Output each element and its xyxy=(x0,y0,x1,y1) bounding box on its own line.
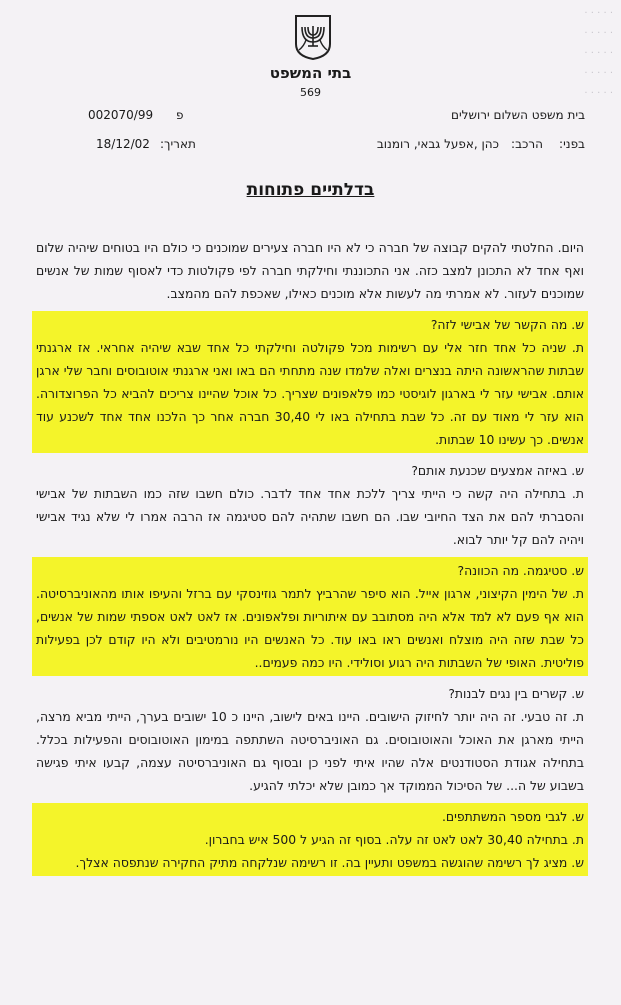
date-value: 18/12/02 xyxy=(96,137,150,151)
highlighted-block-1 xyxy=(32,311,588,453)
panel-label-2: הרכב: xyxy=(511,137,543,151)
question-4: ש. קשרים בין נגים לבנות? xyxy=(448,686,584,701)
page-number: 569 xyxy=(300,86,321,99)
panel-label: בפני: xyxy=(559,137,585,151)
date-label: תאריך: xyxy=(160,137,196,151)
question-5: ש. לגבי מספר המשתתפים. xyxy=(441,809,584,824)
bleed-through-text: · · · · · · · · · · · · · · · · · · · · · · · · · xyxy=(584,8,613,99)
answer-5: ת. בתחילה 30,40 לאט לאט זה עלה. בסוף זה הגיע ל 500 איש בחברון. xyxy=(204,832,584,847)
answer-4: ת. זה טבעי. זה היה יותר לחיזוק הישובים. היינו באים לישוב, היינו כ 10 ישובים בערך, הייתי מביא מרצה, הייתי מארגן את האוכל והאוטובוסים. גם האוניברסיטה השתתפה במימון האוטובוסים והפעילות בכלל. בתחילה אגודת הסטודנטים אלה שהיו איתי לפני כן ובסוף גם האוניברסיטה עצמה, קבעו איתי פגישה בשבוע של ה... של הסיכול הממוקד אך כמובן שלא יכלתי להגיע. xyxy=(36,709,584,793)
answer-2: ת. בתחילה היה קשה כי הייתי צריך ללכת אחד אחד לדבר. כולם חשבו שזה כמו השבתות של אבישי והסברתי להם את הצד החיובי שבו. הם חשבו שתהיה להם סטיגמה אז הרבה אמרו לי שלא נגיד אבישי ויהיה להם קל יותר לבוא. xyxy=(36,486,584,547)
answer-1: ת. שניה כל אחד חזר אלי עם רשימות מכל פקולטה וחילקתי כל אחד שבא שיהיה אחראי. אז ארגנתי שבתות שהראשונה היתה בנצרים ואלה שלמדו שנה מתחתי הם באו ואני ארגנתי אוטובוסים וחבר שלי ארגן אותם. אבישי עזר לי בארגון לוגיסטי כמו פלאפונים שצריך. כל אוכל שהיינו צריכים להביא כל הפרוצדורה. הוא עזר לי מאוד עם זה. כל שבת בתחילה באו לי 30,40 חברה אחר כך הלכנו אחד אחד לשכנע עוד אנשים. כך עשינו 10 שבתות. xyxy=(36,340,584,447)
highlighted-block-2 xyxy=(32,557,588,676)
question-2: ש. באיזה אמצעים שכנעת אותם? xyxy=(411,463,584,478)
question-6: ש. מציג לך רשימה שהוגשה במשפט ותעיין בה. זו רשימה שנלקחה מתיק החקירה שנתפסה אצלך. xyxy=(75,855,584,870)
answer-3: ת. של הימין הקיצוני, ארגון אייל. הוא סיפר שהרביץ לתמר גוזינסקי עם ברזל והעיפו אותו מהאוניברסיטה. הוא אף פעם לא למד אלא היה מסתובב עם איתוריות ופלאפונים. אז לאט לאט אספתי שמות של אנשים, כל שבת שזה היה מוצלח ואנשים ראו באו עוד. כל האנשים היו נורמטיבים ולא היו קודם לכן בפעילות פוליטית. האופי של השבתות היה רגוע וסולידי. היו כמה פעמים.. xyxy=(36,586,584,670)
court-location: בית משפט השלום ירושלים xyxy=(451,108,585,122)
case-number: 002070/99 xyxy=(88,108,154,122)
court-system-name: בתי המשפט xyxy=(269,64,352,82)
question-1: ש. מה הקשר של אבישי לזה? xyxy=(430,317,584,332)
question-3: ש. סטיגמה. מה הכוונה? xyxy=(457,563,584,578)
intro-paragraph: היום. החלטתי להקים קבוצה של חברה כי לא היו חברה צעירים שמוכנים כי כולם היו בטוחים שיהיה שלום ואף אחד לא התכונן למצב כזה. אני התכוננתי וחילקתי חברה לפי פקולטות כדי לאסוף שמות של אנשים שמוכנים לעזור. לא אמרתי מה לעשות אלא מוכנים כאילו, שאכפת להם מהמצב. xyxy=(36,240,584,301)
menorah-emblem-icon xyxy=(292,14,334,60)
highlighted-block-3 xyxy=(32,803,588,876)
panel-names: כהן ,אפעל גבאי, רומנוב xyxy=(376,137,499,151)
case-prefix: פ xyxy=(176,108,184,122)
document-title: בדלתיים פתוחות xyxy=(246,180,375,200)
transcript-body xyxy=(36,236,584,876)
